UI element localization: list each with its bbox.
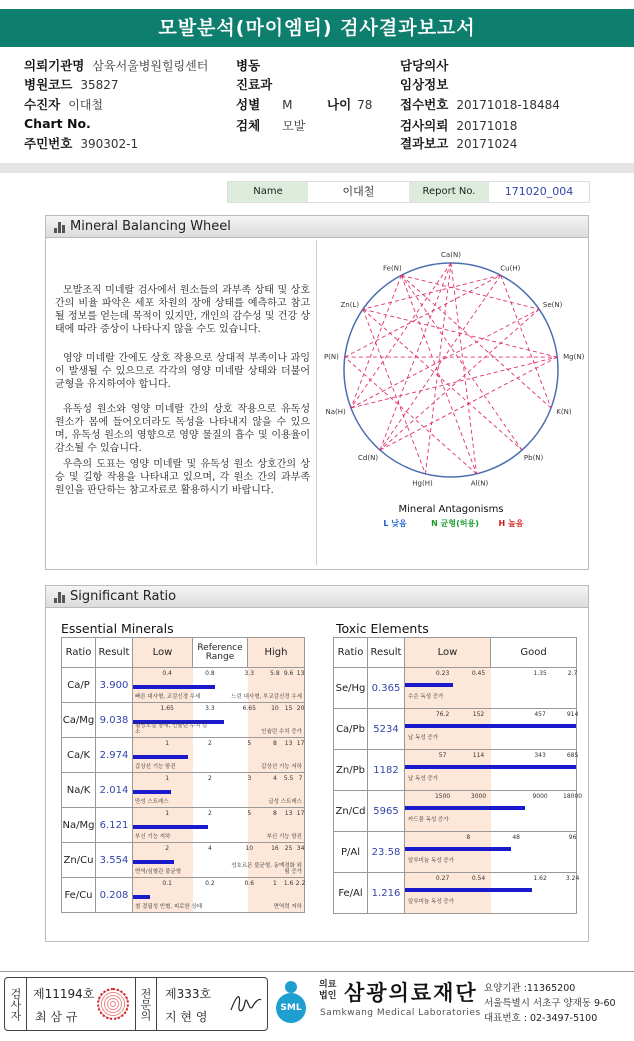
antagonism-line — [345, 275, 501, 357]
tick-label: 9.6 — [283, 670, 294, 677]
header-field-value: 모발 — [282, 119, 306, 133]
risk-note: 카드뮴 독성 증가 — [408, 817, 449, 823]
result-bar — [405, 683, 453, 687]
header-field-label: 나이 — [327, 97, 352, 112]
header-field-value: 35827 — [80, 78, 119, 92]
header-field-label: 진료과 — [236, 77, 273, 92]
ratio-graph — [405, 832, 577, 873]
ratio-graph — [405, 668, 577, 709]
specialist-name: 지 현 영 — [165, 1010, 208, 1024]
tick-label: 5.8 — [270, 670, 280, 677]
tick-label: 1 — [165, 740, 170, 747]
header-field — [236, 116, 305, 134]
header-field — [236, 56, 268, 74]
col-low: Low — [133, 638, 193, 668]
ratio-result: 2.974 — [96, 738, 133, 773]
tick-label: 9000 — [532, 793, 548, 800]
ratio-name: Fe/Al — [334, 873, 368, 914]
low-note: 갑상선 기능 항진 — [135, 764, 176, 770]
high-note: 부신 기능 항진 — [266, 834, 302, 840]
header-field-value: 78 — [357, 98, 373, 112]
description-paragraph: 영양 미네랄 간에도 상호 작용으로 상대적 부족이나 과잉이 발생될 수 있으므로 각각의 영양 미네랄 상태와 더불어 균형을 유지하여야 합니다. — [55, 353, 310, 390]
antagonism-line — [363, 309, 557, 357]
ratio-name: P/Al — [334, 832, 368, 873]
low-note: 빠른 대사형, 교감신경 우세 — [135, 694, 201, 700]
tick-label: 914 — [566, 711, 579, 718]
tick-label: 343 — [534, 752, 546, 759]
tick-label: 48 — [512, 834, 520, 841]
specialist-id: 제333호 — [165, 987, 212, 1001]
tick-label: 13 — [284, 740, 293, 747]
signature-icon — [227, 988, 263, 1020]
col-low: Low — [405, 638, 491, 668]
low-note: 철 결핍성 빈혈, 피로한 상태 — [135, 904, 203, 910]
ratio-name: Ca/K — [62, 738, 96, 773]
high-note: 갑상선 기능 저하 — [261, 764, 302, 770]
wheel-node-label: P(N) — [323, 353, 339, 362]
ratio-result: 23.58 — [368, 832, 405, 873]
wheel-circle — [344, 263, 558, 477]
ratio-result: 9.038 — [96, 703, 133, 738]
sml-logo: SML — [274, 979, 310, 1023]
tick-label: 3.3 — [205, 705, 215, 712]
tick-label: 457 — [534, 711, 546, 718]
essential-row — [62, 843, 305, 878]
essential-row — [62, 668, 305, 703]
ratio-result: 5965 — [368, 791, 405, 832]
name-label: Name — [228, 182, 308, 202]
tick-label: 114 — [472, 752, 485, 759]
header-field-label: 임상정보 — [400, 77, 449, 92]
tick-label: 2 — [208, 810, 212, 817]
ratio-name: Na/Mg — [62, 808, 96, 843]
header-field — [24, 95, 103, 113]
essential-row — [62, 738, 305, 773]
antagonism-line — [401, 275, 551, 408]
tick-label: 6.65 — [242, 705, 256, 712]
tick-label: 1.35 — [533, 670, 547, 677]
description-paragraph: 우측의 도표는 영양 미네랄 및 유독성 원소 상호간의 상승 및 길항 작용을 나타내고 있으며, 각 원소 간의 과부족 원인을 판단하는 참고자료로 활용하시기 바랍니다. — [55, 459, 310, 496]
ratio-graph — [405, 791, 583, 832]
tick-label: 13 — [284, 810, 293, 817]
col-ratio: Ratio — [62, 638, 96, 668]
header-field — [400, 134, 517, 152]
tick-label: 2.2 — [295, 880, 306, 887]
header-field — [24, 56, 208, 74]
essential-title: Essential Minerals — [61, 621, 174, 636]
ratio-graph — [405, 873, 580, 914]
bar-chart-icon — [54, 222, 66, 233]
signature-box — [4, 977, 268, 1031]
ratio-name: Ca/Mg — [62, 703, 96, 738]
wheel-panel-header — [46, 216, 588, 238]
tick-label: 8 — [273, 810, 277, 817]
tick-label: 1 — [165, 775, 170, 782]
essential-table — [61, 637, 305, 913]
wheel-panel-title: Mineral Balancing Wheel — [70, 219, 231, 234]
toxic-row — [334, 709, 577, 750]
ratio-result: 6.121 — [96, 808, 133, 843]
tick-label: 0.6 — [244, 880, 255, 887]
tick-label: 57 — [438, 752, 447, 759]
wheel-node-label: Zn(L) — [340, 301, 360, 310]
col-good: Good — [491, 638, 577, 668]
result-bar — [133, 895, 150, 899]
toxic-row — [334, 750, 577, 791]
ratio-result: 3.900 — [96, 668, 133, 703]
ratio-result: 5234 — [368, 709, 405, 750]
ratio-graph — [133, 738, 305, 773]
wheel-node-label: Hg(H) — [412, 479, 433, 488]
antagonism-line — [351, 275, 401, 408]
footer-divider — [0, 971, 634, 972]
header-field — [24, 75, 119, 93]
ratio-graph — [133, 703, 305, 738]
ratio-graph — [133, 808, 305, 843]
org-name: 삼광의료재단 — [344, 981, 478, 1005]
essential-row — [62, 878, 305, 913]
tick-label: 3.24 — [565, 875, 580, 882]
wheel-node-label: Pb(N) — [523, 453, 544, 462]
antagonism-line — [363, 309, 425, 474]
result-bar — [405, 888, 532, 892]
ratio-name: Ca/Pb — [334, 709, 368, 750]
tick-label: 34 — [296, 845, 305, 852]
antagonism-line — [351, 357, 557, 408]
header-field — [400, 56, 456, 74]
header-field — [236, 75, 280, 93]
antagonism-line — [380, 275, 501, 450]
header-field — [400, 95, 560, 113]
ratio-result: 1.216 — [368, 873, 405, 914]
org-phone: 대표번호 : 02-3497-5100 — [484, 1013, 598, 1024]
antagonism-line — [363, 309, 522, 450]
tick-label: 1.65 — [160, 705, 174, 712]
header-field-label: 접수번호 — [400, 97, 449, 112]
toxic-title: Toxic Elements — [336, 621, 429, 636]
legend-high: H 높음 — [498, 519, 524, 528]
tick-label: 0.54 — [471, 875, 486, 882]
ratio-panel-title: Significant Ratio — [70, 589, 177, 604]
tick-label: 152 — [472, 711, 485, 718]
header-field-value: M — [282, 98, 293, 112]
ratio-graph — [405, 709, 577, 750]
tick-label: 2.7 — [567, 670, 578, 677]
col-result: Result — [368, 638, 405, 668]
header-field-label: 의뢰기관명 — [24, 58, 85, 73]
ratio-panel-header — [46, 586, 588, 608]
examiner-id: 제11194호 — [33, 987, 95, 1001]
antagonism-line — [401, 275, 539, 309]
name-bar — [227, 181, 590, 203]
antagonism-line — [351, 263, 451, 408]
specialist-label: 전문의 — [135, 978, 157, 1030]
tick-label: 0.45 — [471, 670, 486, 677]
header-field-label: 검체 — [236, 118, 261, 133]
header-field-value: 20171018-18484 — [456, 98, 560, 112]
tick-label: 0.23 — [435, 670, 450, 677]
header-field-label: 검사의뢰 — [400, 118, 449, 133]
tick-label: 20 — [296, 705, 305, 712]
wheel-node-label: Cu(H) — [500, 264, 521, 273]
bar-chart-icon — [54, 592, 66, 603]
header-field-value: 390302-1 — [80, 137, 139, 151]
header-field-value: 20171018 — [456, 119, 518, 133]
tick-label: 8 — [273, 740, 277, 747]
header-field-label: 병원코드 — [24, 77, 73, 92]
ratio-name: Se/Hg — [334, 668, 368, 709]
toxic-row — [334, 668, 577, 709]
report-no-label: Report No. — [409, 182, 489, 202]
ratio-result: 3.554 — [96, 843, 133, 878]
header-field-value: 이대철 — [68, 98, 104, 112]
ratio-name: Zn/Pb — [334, 750, 368, 791]
tick-label: 5 — [247, 740, 252, 747]
high-note: 성호르몬 불균형, 동맥경화 위험 증가 — [231, 863, 302, 875]
result-bar — [133, 860, 174, 864]
result-bar — [405, 806, 525, 810]
mineral-wheel — [315, 240, 588, 533]
toxic-row — [334, 873, 577, 914]
tick-label: 2 — [165, 845, 170, 852]
tick-label: 0.2 — [205, 880, 215, 887]
result-bar — [133, 790, 171, 794]
tick-label: 0.8 — [205, 670, 215, 677]
toxic-row — [334, 832, 577, 873]
ratio-name: Na/K — [62, 773, 96, 808]
header-field-label: 결과보고 — [400, 136, 449, 151]
tick-label: 18000 — [563, 793, 583, 800]
ratio-name: Fe/Cu — [62, 878, 96, 913]
risk-note: 수은 독성 증가 — [408, 694, 444, 700]
toxic-row — [334, 791, 577, 832]
legend-normal: N 균형(허용) — [431, 519, 479, 528]
header-field — [236, 95, 293, 113]
ratio-graph — [133, 878, 305, 913]
antagonism-line — [363, 275, 501, 309]
header-field-label: Chart No. — [24, 116, 91, 131]
institution-code: 요양기관 :11365200 — [484, 983, 576, 994]
tick-label: 1 — [165, 810, 170, 817]
examiner-label: 검사자 — [5, 978, 27, 1030]
result-bar — [133, 685, 215, 689]
tick-label: 96 — [568, 834, 577, 841]
wheel-node-label: Cd(N) — [358, 453, 379, 462]
low-note: 부신 기능 저하 — [135, 834, 171, 840]
col-result: Result — [96, 638, 133, 668]
antagonism-title: Mineral Antagonisms — [398, 504, 504, 515]
divider — [0, 163, 634, 173]
result-bar — [405, 847, 511, 851]
tick-label: 1.6 — [283, 880, 294, 887]
tick-label: 7 — [298, 775, 303, 782]
header-field — [24, 116, 99, 131]
ratio-graph — [405, 750, 577, 791]
tick-label: 2 — [208, 740, 212, 747]
header-field-label: 담당의사 — [400, 58, 449, 73]
wheel-node-label: Fe(N) — [383, 264, 402, 273]
header-field — [400, 75, 456, 93]
essential-row — [62, 703, 305, 738]
wheel-node-label: Ca(N) — [441, 251, 461, 259]
ratio-result: 0.365 — [368, 668, 405, 709]
wheel-node-label: Se(N) — [542, 301, 563, 310]
low-zone — [405, 832, 491, 872]
name-value: 이대철 — [342, 185, 375, 198]
tick-label: 2 — [208, 775, 212, 782]
org-name-en: Samkwang Medical Laboratories — [320, 1008, 481, 1018]
tick-label: 10 — [271, 705, 279, 712]
ratio-name: Zn/Cu — [62, 843, 96, 878]
risk-note: 알루미늄 독성 증가 — [408, 858, 455, 864]
legend-low: L 낮음 — [383, 519, 407, 528]
tick-label: 1 — [273, 880, 277, 887]
wheel-node-label: Al(N) — [470, 479, 489, 488]
header-field-label: 성별 — [236, 97, 261, 112]
report-title: 모발분석(마이엠티) 검사결과보고서 — [0, 9, 634, 47]
ratio-graph — [133, 668, 305, 703]
examiner-name: 최 삼 규 — [35, 1010, 78, 1024]
tick-label: 0.1 — [162, 880, 172, 887]
header-field-value: 삼육서울병원힐링센터 — [92, 59, 209, 73]
tick-label: 25 — [284, 845, 293, 852]
result-bar — [405, 765, 576, 769]
tick-label: 0.27 — [435, 875, 450, 882]
header-field-label: 주민번호 — [24, 136, 73, 151]
org-address: 서울특별시 서초구 양재동 9-60 — [484, 998, 616, 1009]
description-paragraph: 모발조직 미네랄 검사에서 원소들의 과부족 상태 및 상호간의 비율 파악은 세포 차원의 장애 상태를 예측하고 참고될 정보를 얻는데 목적이 있지만, 개인의 감수성 및 건강 상태에 따라 증상이 나타나지 않을 수도 있습니다. — [55, 285, 310, 335]
tick-label: 4 — [273, 775, 277, 782]
antagonism-line — [501, 275, 551, 408]
ratio-result: 0.208 — [96, 878, 133, 913]
essential-row — [62, 808, 305, 843]
tick-label: 16 — [271, 845, 279, 852]
description-paragraph: 유독성 원소와 영양 미네랄 간의 상호 작용으로 유독성 원소가 몸에 들어오더라도 독성을 나타내지 않을 수 있으며, 유독성 원소의 영향으로 영양 물질의 흡수 및 이용율이 감소될 수 있습니다. — [55, 404, 310, 454]
tick-label: 17 — [296, 810, 305, 817]
risk-note: 알루미늄 독성 증가 — [408, 899, 455, 905]
result-bar — [405, 724, 576, 728]
header-field — [400, 116, 517, 134]
low-note: 만성 스트레스 — [135, 799, 169, 805]
result-bar — [133, 825, 208, 829]
ratio-result: 1182 — [368, 750, 405, 791]
antagonism-line — [401, 275, 522, 450]
ratio-name: Zn/Cd — [334, 791, 368, 832]
tick-label: 685 — [566, 752, 579, 759]
col-ratio: Ratio — [334, 638, 368, 668]
tick-label: 15 — [284, 705, 293, 712]
essential-row — [62, 773, 305, 808]
high-note: 느린 대사형, 부교감신경 우세 — [231, 694, 302, 700]
high-note: 급성 스트레스 — [268, 799, 302, 805]
col-high: High — [248, 638, 305, 668]
tick-label: 3.3 — [244, 670, 255, 677]
tick-label: 8 — [466, 834, 471, 841]
antagonism-line — [380, 263, 451, 450]
toxic-table — [333, 637, 583, 914]
tick-label: 76.2 — [435, 711, 450, 718]
tick-label: 1500 — [434, 793, 451, 800]
tick-label: 5.5 — [283, 775, 294, 782]
tick-label: 13 — [296, 670, 305, 677]
tick-label: 10 — [245, 845, 254, 852]
official-seal — [97, 988, 129, 1020]
wheel-node-label: Mg(N) — [563, 353, 585, 362]
org-type: 의료법인 — [319, 980, 337, 1001]
wheel-node-label: K(N) — [556, 408, 572, 417]
header-field-label: 수진자 — [24, 97, 61, 112]
low-note: 면역/심혈관 불균형 — [135, 869, 182, 875]
tick-label: 17 — [296, 740, 305, 747]
col-reference: Reference Range — [193, 638, 248, 668]
risk-note: 납 독성 증가 — [408, 735, 439, 741]
header-field-value: 20171024 — [456, 137, 518, 151]
high-note: 면역력 저하 — [273, 904, 302, 910]
ratio-graph — [133, 843, 305, 878]
high-note: 인슐린 수치 증가 — [261, 729, 302, 735]
ratio-result: 2.014 — [96, 773, 133, 808]
wheel-node-label: Na(H) — [325, 408, 346, 417]
header-field — [24, 134, 138, 152]
ratio-name: Ca/P — [62, 668, 96, 703]
tick-label: 0.4 — [162, 670, 172, 677]
risk-note: 납 독성 증가 — [408, 776, 439, 782]
ratio-graph — [133, 773, 305, 808]
header-field-label: 병동 — [236, 58, 261, 73]
report-no-value: 171020_004 — [504, 185, 574, 198]
tick-label: 5 — [247, 810, 252, 817]
tick-label: 3 — [247, 775, 252, 782]
low-note: 혈당조절 장애, 인슐린 수치 감소 — [135, 723, 208, 735]
tick-label: 3000 — [470, 793, 487, 800]
tick-label: 4 — [208, 845, 212, 852]
tick-label: 1.62 — [533, 875, 547, 882]
result-bar — [133, 755, 188, 759]
header-field — [327, 95, 372, 113]
